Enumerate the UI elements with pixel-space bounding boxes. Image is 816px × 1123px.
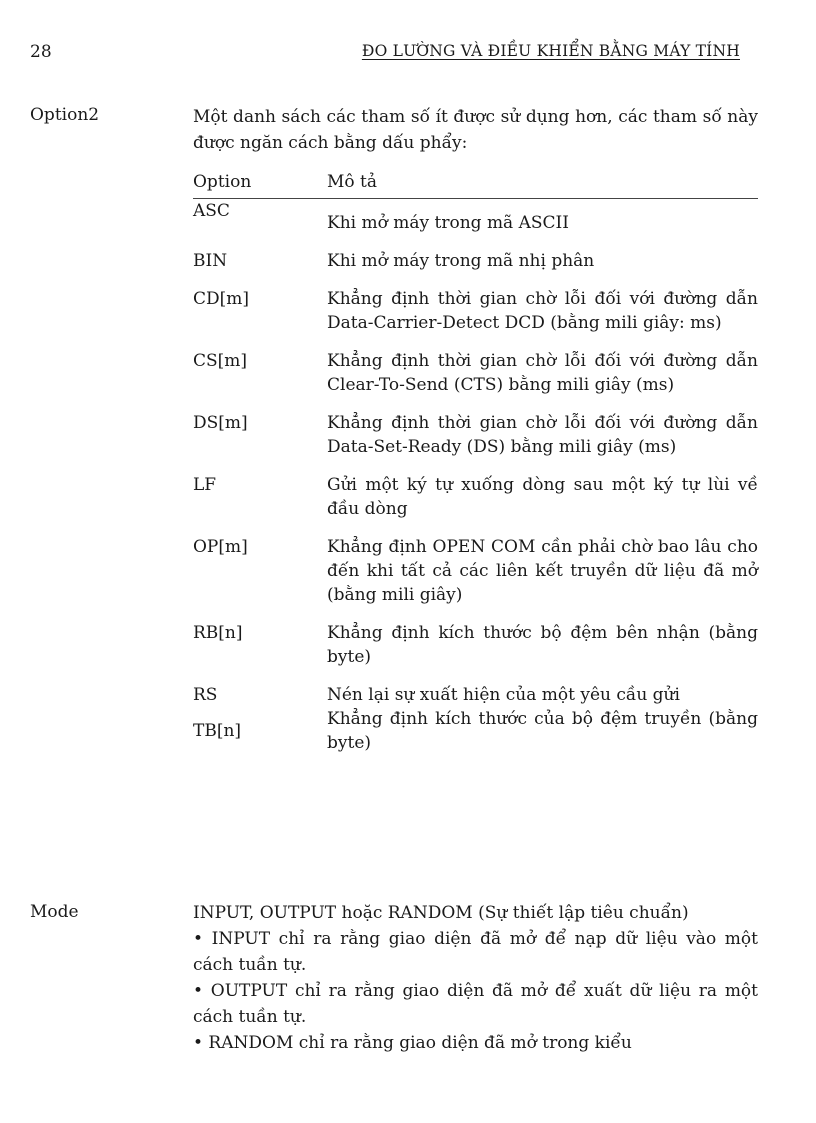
- table-row: [193, 621, 758, 683]
- table-row: [193, 411, 758, 473]
- option-code: CD[m]: [193, 289, 250, 309]
- option-code: TB[n]: [193, 721, 242, 741]
- running-header: ĐO LƯỜNG VÀ ĐIỀU KHIỂN BẰNG MÁY TÍNH: [361, 42, 740, 60]
- mode-description: [193, 900, 758, 1056]
- option-table-header-row: [193, 170, 758, 199]
- table-row: [193, 349, 758, 411]
- option2-description: [193, 104, 758, 156]
- mode-bullets: [193, 926, 758, 1056]
- list-item: • OUTPUT chỉ ra rằng giao diện đã mở để xuất dữ liệu ra một cách tuần tự.: [193, 981, 758, 1027]
- option-desc: Gửi một ký tự xuống dòng sau một ký tự lùi về đầu dòng: [327, 475, 758, 519]
- table-row: [193, 535, 758, 621]
- column-header-description: Mô tả: [327, 170, 758, 199]
- option-desc: Khẳng định thời gian chờ lỗi đối với đường dẫn Clear-To-Send (CTS) bằng mili giây (ms): [327, 351, 758, 395]
- option-code: ASC: [193, 201, 230, 221]
- option-code: LF: [193, 475, 217, 495]
- option2-intro: Một danh sách các tham số ít được sử dụng hơn, các tham số này được ngăn cách bằng dấu phẩy:: [193, 107, 758, 153]
- option-code: DS[m]: [193, 413, 248, 433]
- table-row: [193, 473, 758, 535]
- option-desc: Khẳng định thời gian chờ lỗi đối với đường dẫn Data-Set-Ready (DS) bằng mili giây (ms): [327, 413, 758, 457]
- option-code: CS[m]: [193, 351, 248, 371]
- term-option2: Option2: [30, 105, 100, 125]
- mode-intro: INPUT, OUTPUT hoặc RANDOM (Sự thiết lập tiêu chuẩn): [193, 903, 689, 923]
- list-item: • INPUT chỉ ra rằng giao diện đã mở để nạp dữ liệu vào một cách tuần tự.: [193, 929, 758, 975]
- option-code: RS: [193, 685, 218, 705]
- option-table: [193, 170, 758, 755]
- table-row: [193, 287, 758, 349]
- option-desc: Khẳng định OPEN COM cần phải chờ bao lâu cho đến khi tất cả các liên kết truyền dữ liệu đã mở (bằng mili giây): [327, 537, 758, 605]
- column-header-option: Option: [193, 170, 327, 199]
- table-row: [193, 683, 758, 707]
- option-desc: Khẳng định kích thước bộ đệm bên nhận (bằng byte): [327, 623, 758, 667]
- list-item: • RANDOM chỉ ra rằng giao diện đã mở trong kiểu: [193, 1033, 632, 1053]
- option-code: BIN: [193, 251, 228, 271]
- page-number: 28: [30, 42, 52, 62]
- option-desc: Nén lại sự xuất hiện của một yêu cầu gửi: [327, 685, 680, 705]
- table-row: [193, 707, 758, 755]
- option-desc: Khi mở máy trong mã ASCII: [327, 213, 569, 233]
- table-row: [193, 249, 758, 287]
- option-code: RB[n]: [193, 623, 243, 643]
- term-mode: Mode: [30, 902, 79, 922]
- option-desc: Khẳng định kích thước của bộ đệm truyền (bằng byte): [327, 709, 758, 753]
- table-row: [193, 199, 758, 250]
- option-desc: Khi mở máy trong mã nhị phân: [327, 251, 595, 271]
- option-code: OP[m]: [193, 537, 248, 557]
- option-desc: Khẳng định thời gian chờ lỗi đối với đường dẫn Data-Carrier-Detect DCD (bằng mili giây: ms): [327, 289, 758, 333]
